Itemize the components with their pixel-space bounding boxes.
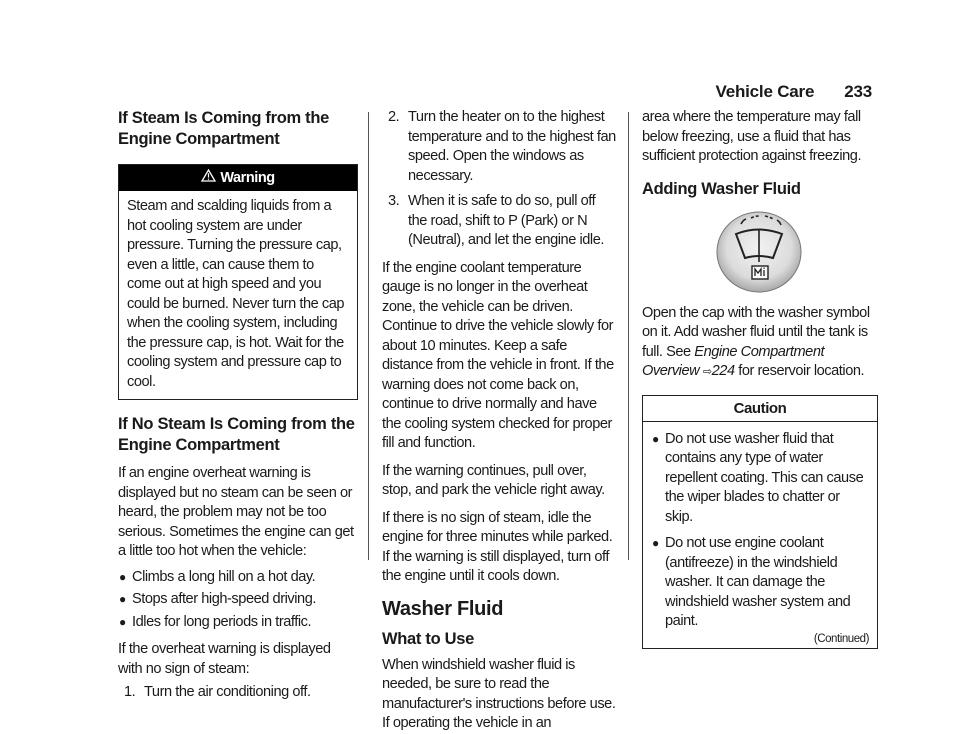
page-reference-icon: ⇨	[702, 366, 712, 378]
engine-compartment-overview-ref[interactable]: Engine Compartment Overview	[642, 343, 825, 379]
section-title: Vehicle Care	[715, 82, 815, 101]
open-cap-paragraph: Open the cap with the washer symbol on it. Add washer fluid until the tank is full. See Engine Compartment Overview ⇨224 for reservoir location.	[642, 304, 870, 379]
page-number: 233	[844, 82, 872, 101]
steps-list-start	[118, 683, 358, 703]
bullet-dot-icon: ●	[119, 569, 126, 584]
warning-text: Steam and scalding liquids from a hot cooling system are under pressure. Turning the pressure cap, even a little, can cause them to come out at high speed and you could be burned. Never turn the cap when the cooling system, including the pressure cap, is hot. Wait for the cooling system and pressure cap to cool.	[127, 198, 345, 390]
column-3	[642, 108, 878, 649]
step-item: 3. When it is safe to do so, pull off the road, shift to P (Park) or N (Neutral), and let the engine idle.	[388, 193, 604, 248]
coolant-gauge-paragraph: If the engine coolant temperature gauge is no longer in the overheat zone, the vehicle can be driven. Continue to drive the vehicle slowly for about 10 minutes. Keep a safe distance from the vehicle in front. If the warning does not come back on, continue to drive normally and have the cooling system checked for proper fill and function.	[382, 259, 614, 451]
column-2	[382, 108, 616, 734]
list-item: ● Stops after high-speed driving.	[118, 590, 358, 610]
list-item: ● Climbs a long hill on a hot day.	[118, 568, 358, 588]
warning-triangle-icon	[201, 165, 216, 191]
no-steam-paragraph: If an engine overheat warning is displayed but no steam can be seen or heard, the problem may not be too serious. Sometimes the engine can get a little too hot when the vehicle:	[118, 465, 354, 559]
list-item: ● Idles for long periods in traffic.	[118, 613, 358, 633]
bullet-dot-icon: ●	[652, 536, 659, 550]
what-to-use-paragraph: When windshield washer fluid is needed, be sure to read the manufacturer's instructions before use. If operating the vehicle in an	[382, 656, 616, 731]
step-item: 1. Turn the air conditioning off.	[124, 684, 311, 700]
list-item: ● Do not use washer fluid that contains any type of water repellent coating. This can cause the wiper blades to chatter or skip.	[652, 430, 864, 525]
caution-list	[651, 430, 869, 632]
bullet-dot-icon: ●	[119, 614, 126, 629]
overheat-conditions-list	[118, 568, 358, 633]
heading-washer-fluid: Washer Fluid	[382, 597, 504, 620]
warning-box	[118, 164, 358, 400]
warning-continues-paragraph: If the warning continues, pull over, stop, and park the vehicle right away.	[382, 462, 605, 498]
column-divider-left	[368, 112, 369, 560]
column-1	[118, 108, 358, 703]
column-divider-right	[628, 112, 629, 560]
no-steam-idle-paragraph: If there is no sign of steam, idle the engine for three minutes while parked. If the warning is still displayed, turn off the engine until it cools down.	[382, 509, 613, 584]
bullet-dot-icon: ●	[119, 592, 126, 606]
caution-title: Caution	[643, 396, 877, 422]
list-item: ● Do not use engine coolant (antifreeze) in the windshield washer. It can damage the windshield washer system and paint.	[652, 535, 851, 629]
steps-list-continued	[382, 108, 616, 251]
heading-no-steam: If No Steam Is Coming from the Engine Compartment	[118, 415, 355, 454]
caution-body	[643, 422, 877, 648]
freezing-paragraph: area where the temperature may fall below freezing, use a fluid that has sufficient protection against freezing.	[642, 109, 862, 164]
overheat-paragraph: If the overheat warning is displayed with no sign of steam:	[118, 641, 331, 677]
page-header	[716, 82, 873, 102]
continued-label: (Continued)	[813, 632, 869, 645]
heading-adding-washer-fluid: Adding Washer Fluid	[642, 179, 801, 198]
washer-fluid-symbol-icon	[715, 210, 803, 294]
heading-steam: If Steam Is Coming from the Engine Compartment	[118, 109, 330, 148]
warning-title: Warning	[220, 170, 275, 186]
reference-page-number[interactable]: 224	[711, 363, 735, 379]
caution-box	[642, 395, 878, 649]
step-item: 2. Turn the heater on to the highest temperature and to the highest fan speed. Open the windows as necessary.	[388, 109, 616, 184]
warning-header	[119, 165, 357, 191]
bullet-dot-icon: ●	[652, 431, 659, 446]
heading-what-to-use: What to Use	[382, 629, 475, 648]
